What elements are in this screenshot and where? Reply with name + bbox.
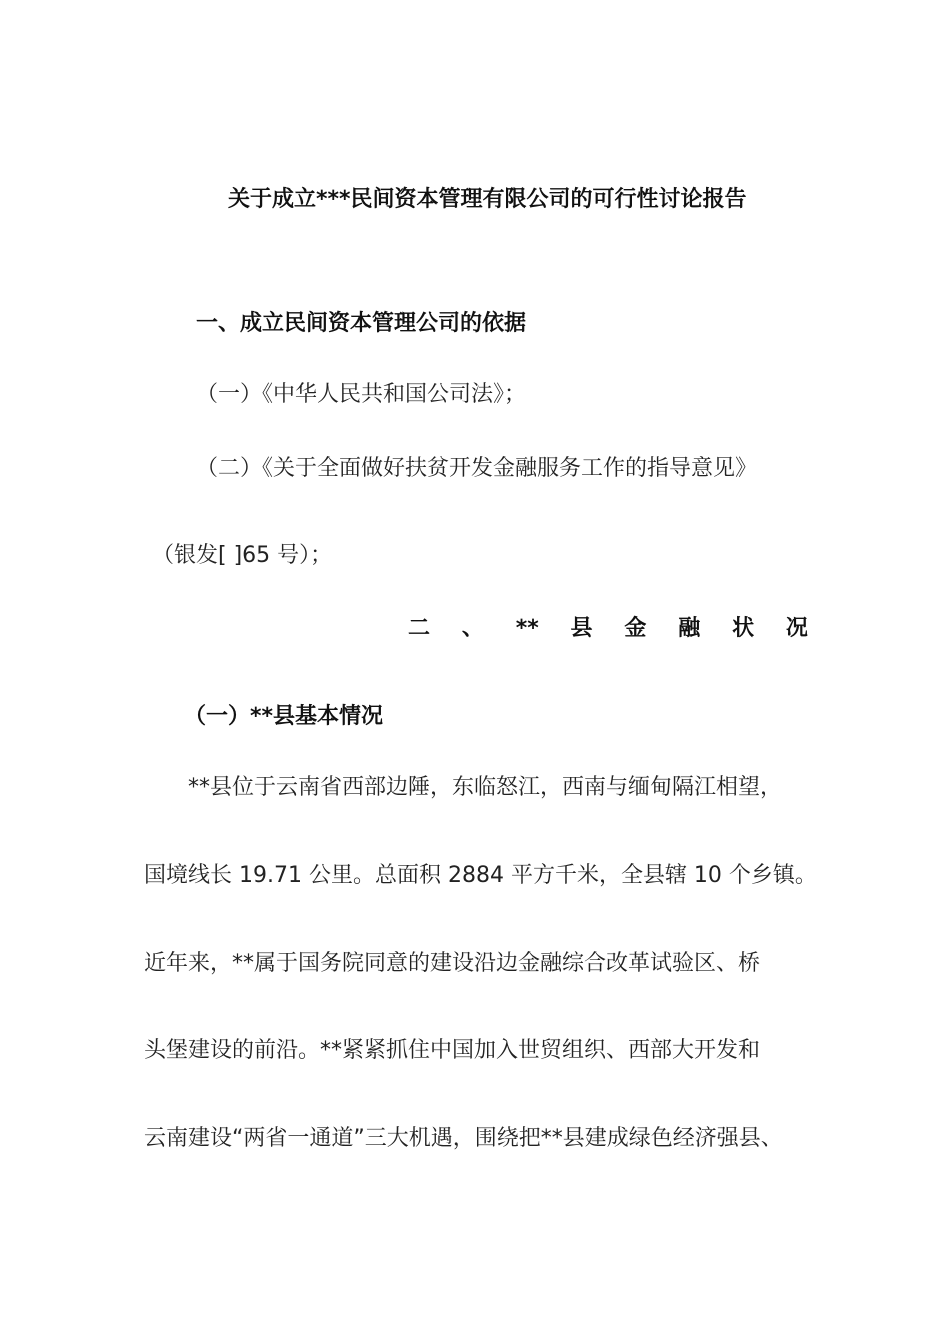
heading-char: 况 [785, 616, 808, 641]
section-heading-basis: 一、成立民间资本管理公司的依据 [196, 311, 527, 336]
basis-item-company-law: （一）《中华人民共和国公司法》； [196, 382, 527, 407]
document-title: 关于成立***民间资本管理有限公司的可行性讨论报告 [228, 187, 747, 212]
heading-char: 县 [570, 616, 593, 641]
paragraph-line: 头堡建设的前沿。**紧紧抓住中国加入世贸组织、西部大开发和 [144, 1038, 761, 1063]
section-heading-financial-status [408, 618, 808, 640]
basis-item-guidance-opinion: （二）《关于全面做好扶贫开发金融服务工作的指导意见》 [196, 456, 758, 481]
heading-char: 金 [624, 616, 647, 641]
paragraph-line: 云南建设“两省一通道”三大机遇，围绕把**县建成绿色经济强县、 [144, 1126, 783, 1151]
paragraph-line: 国境线长 19.71 公里。总面积 2884 平方千米，全县辖 10 个乡镇。 [144, 863, 817, 888]
heading-char: 二 [408, 616, 431, 641]
basis-item-guidance-opinion-continued: （银发[ ]65 号）； [152, 543, 333, 568]
paragraph-line: **县位于云南省西部边陲，东临怒江，西南与缅甸隔江相望， [188, 775, 783, 800]
heading-char: 融 [678, 616, 701, 641]
heading-char: 状 [732, 616, 755, 641]
heading-char: ** [515, 616, 539, 641]
heading-char: 、 [461, 616, 484, 641]
subsection-heading-county-overview: （一）**县基本情况 [184, 704, 384, 729]
paragraph-line: 近年来，**属于国务院同意的建设沿边金融综合改革试验区、桥 [144, 951, 761, 976]
